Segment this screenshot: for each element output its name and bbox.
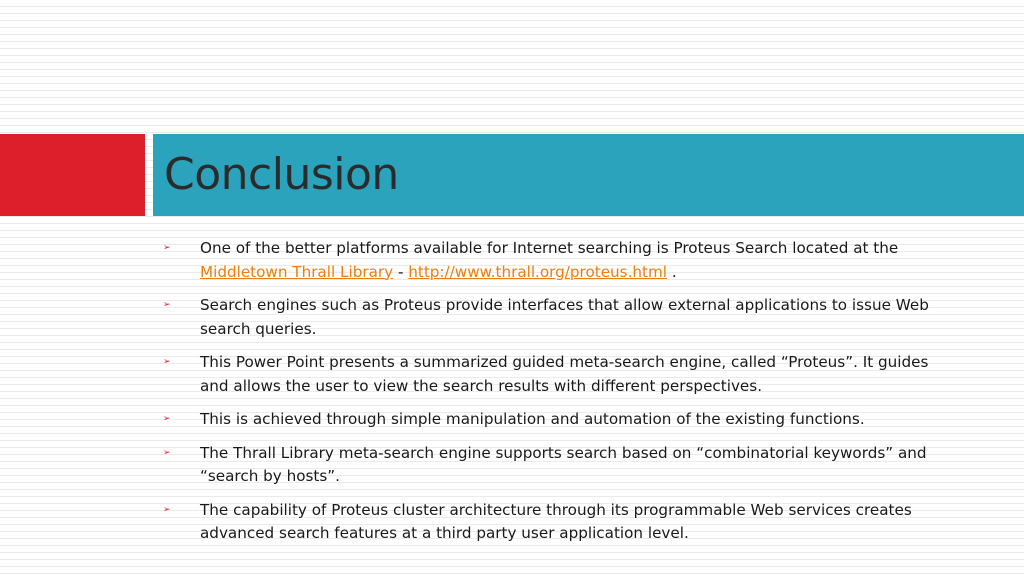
arrowhead-bullet-icon: ➢ <box>163 447 171 458</box>
bullet-item <box>163 237 943 284</box>
library-link[interactable]: Middletown Thrall Library <box>200 262 394 281</box>
slide-title: Conclusion <box>164 149 399 200</box>
bullet-item <box>163 442 943 489</box>
arrowhead-bullet-icon: ➢ <box>163 414 171 424</box>
bullet-text: The capability of Proteus cluster architecture through its programmable Web services creates advanced search features at a third party user application level. <box>200 500 912 542</box>
arrowhead-bullet-icon: ➢ <box>163 357 171 367</box>
bullet-item <box>163 294 943 341</box>
bullet-text: The Thrall Library meta-search engine supports search based on “combinatorial keywords” and “search by hosts”. <box>200 443 927 485</box>
bullet-text: Search engines such as Proteus provide interfaces that allow external applications to issue Web search queries. <box>200 296 929 338</box>
title-bar <box>153 134 1024 216</box>
arrowhead-bullet-icon: ➢ <box>163 300 171 310</box>
arrowhead-bullet-icon: ➢ <box>163 504 171 515</box>
bullet-text: One of the better platforms available for Internet searching is Proteus Search located at the <box>200 239 899 257</box>
bullet-item <box>163 351 943 398</box>
bullet-list <box>163 237 943 556</box>
accent-block <box>0 134 145 216</box>
bullet-text: This Power Point presents a summarized guided meta-search engine, called “Proteus”. It guides and allows the user to view the search results with different perspectives. <box>200 353 929 395</box>
bullet-text-end: . <box>667 262 677 281</box>
bullet-item <box>163 408 943 432</box>
bullet-item <box>163 499 943 546</box>
proteus-url-link[interactable]: http://www.thrall.org/proteus.html <box>408 262 668 281</box>
bullet-text: This is achieved through simple manipulation and automation of the existing functions. <box>200 410 865 428</box>
arrowhead-bullet-icon: ➢ <box>163 243 171 253</box>
link-separator: - <box>393 262 409 281</box>
